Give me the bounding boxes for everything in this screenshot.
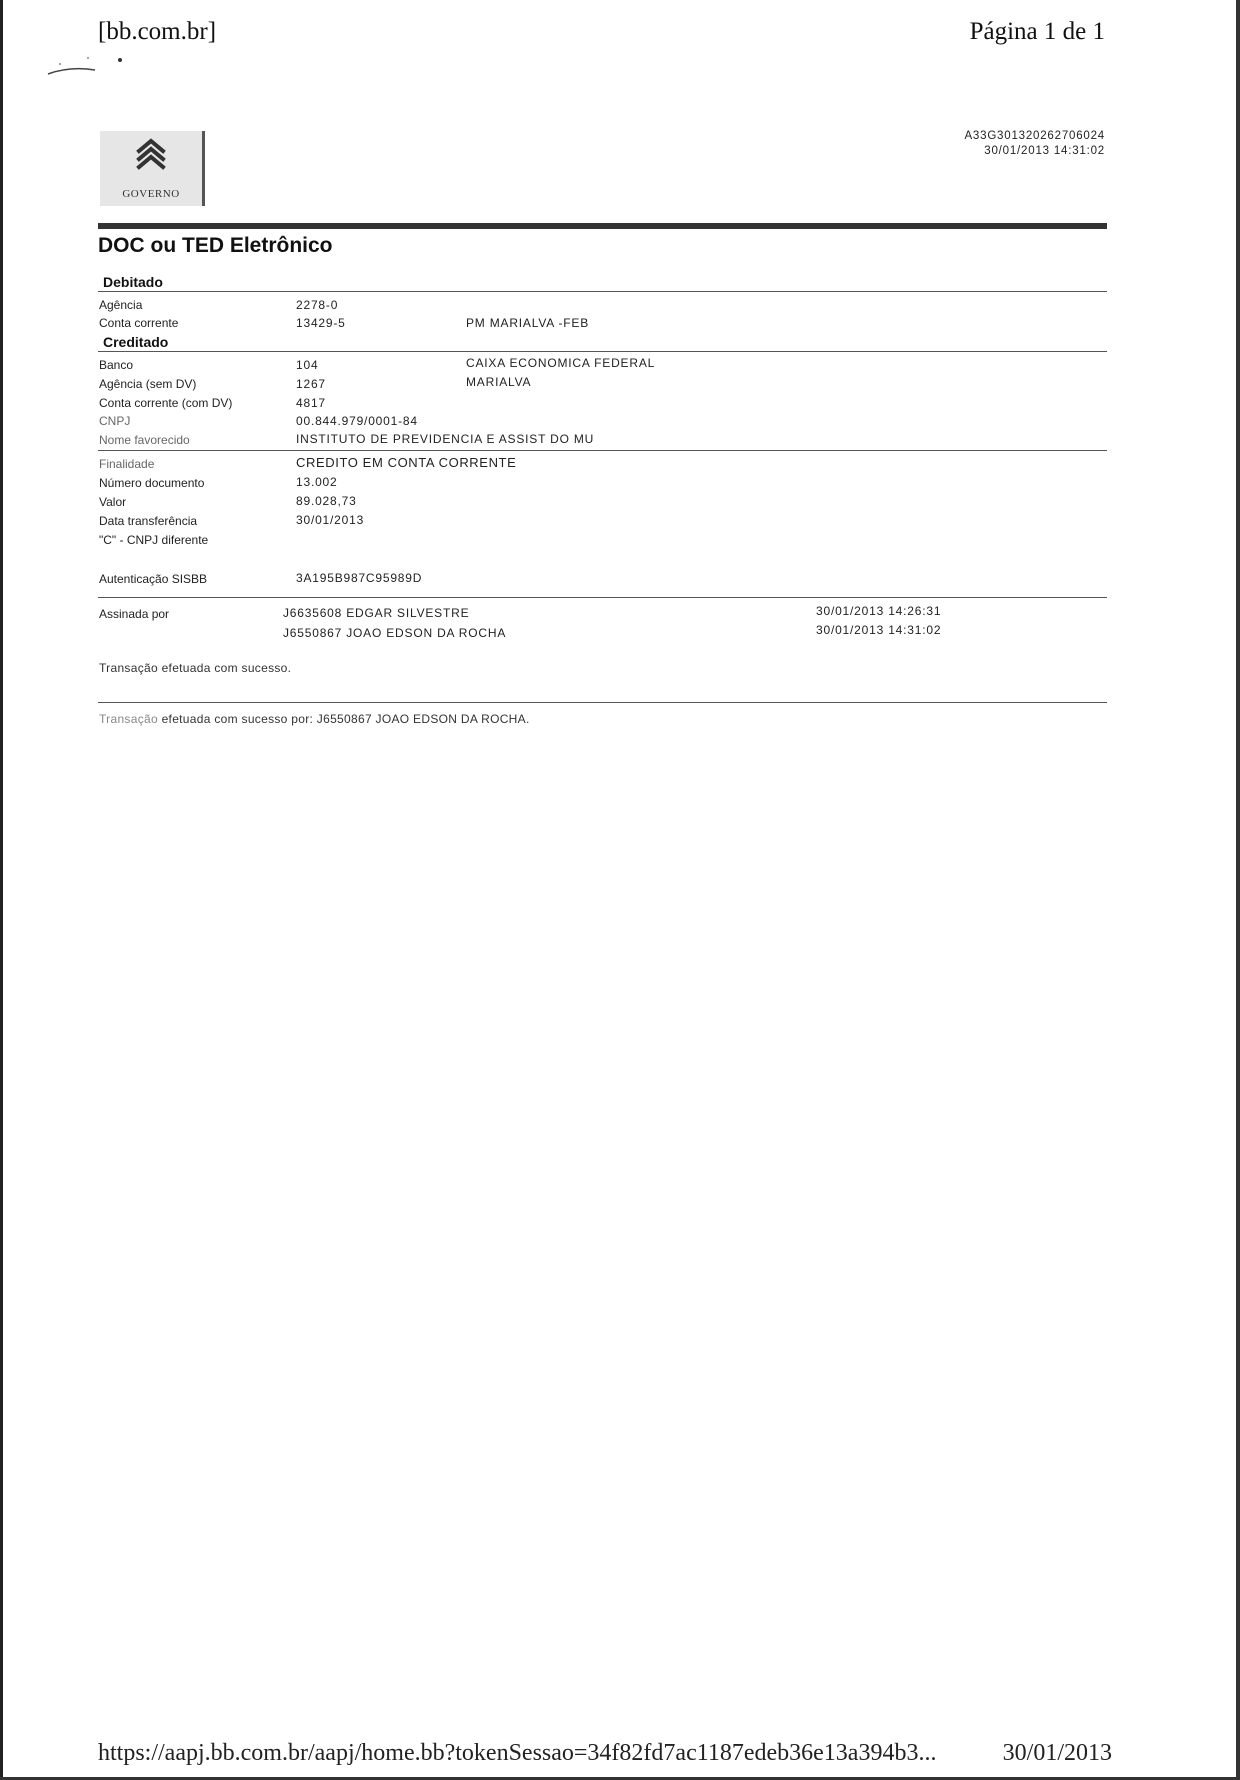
final-message-text: efetuada com sucesso por: J6550867 JOAO EDSON DA ROCHA. bbox=[157, 712, 530, 726]
print-footer-date: 30/01/2013 bbox=[1002, 1740, 1112, 1766]
page-edge-left bbox=[0, 0, 3, 1780]
field-extra: CAIXA ECONOMICA FEDERAL bbox=[466, 356, 656, 370]
field-label: Data transferência bbox=[99, 514, 198, 528]
field-label: Banco bbox=[99, 358, 134, 372]
auth-label: Autenticação SISBB bbox=[99, 572, 208, 586]
field-extra: MARIALVA bbox=[466, 375, 532, 389]
section-debitado-heading: Debitado bbox=[103, 274, 163, 290]
logo-caption: GOVERNO bbox=[122, 188, 180, 200]
transaction-code: A33G301320262706024 bbox=[964, 130, 1105, 142]
bb-logo-icon bbox=[133, 137, 169, 173]
divider bbox=[98, 702, 1107, 703]
scan-smudge bbox=[40, 46, 130, 86]
field-value: 104 bbox=[296, 358, 319, 372]
field-label: Nome favorecido bbox=[99, 433, 190, 447]
page-edge-right bbox=[1236, 0, 1240, 1780]
bank-logo bbox=[100, 131, 205, 206]
field-label: "C" - CNPJ diferente bbox=[99, 533, 209, 547]
divider bbox=[98, 291, 1107, 292]
print-header-page: Página 1 de 1 bbox=[969, 18, 1105, 45]
section-creditado-heading: Creditado bbox=[103, 334, 169, 350]
signer-datetime: 30/01/2013 14:26:31 bbox=[816, 604, 942, 618]
field-value: 13429-5 bbox=[296, 316, 346, 330]
signer-name: J6550867 JOAO EDSON DA ROCHA bbox=[283, 626, 507, 640]
field-value: 13.002 bbox=[296, 475, 338, 489]
document-meta bbox=[964, 129, 1105, 159]
field-label: Número documento bbox=[99, 476, 205, 490]
divider bbox=[98, 351, 1107, 352]
field-label: Agência (sem DV) bbox=[99, 377, 197, 391]
field-label: Agência bbox=[99, 298, 143, 312]
field-value: 00.844.979/0001-84 bbox=[296, 414, 418, 428]
transaction-datetime: 30/01/2013 14:31:02 bbox=[984, 145, 1105, 157]
divider bbox=[98, 597, 1107, 598]
final-message-prefix: Transação bbox=[99, 712, 158, 726]
field-extra: PM MARIALVA -FEB bbox=[466, 316, 590, 330]
field-value: CREDITO EM CONTA CORRENTE bbox=[296, 455, 517, 470]
signer-name: J6635608 EDGAR SILVESTRE bbox=[283, 606, 470, 620]
field-value: 89.028,73 bbox=[296, 494, 357, 508]
field-label: CNPJ bbox=[99, 414, 131, 428]
field-label: Valor bbox=[99, 495, 127, 509]
auth-value: 3A195B987C95989D bbox=[296, 571, 423, 585]
field-label: Conta corrente (com DV) bbox=[99, 396, 233, 410]
divider bbox=[98, 450, 1107, 451]
field-value: INSTITUTO DE PREVIDENCIA E ASSIST DO MU bbox=[296, 432, 595, 446]
field-value: 2278-0 bbox=[296, 298, 339, 312]
status-message: Transação efetuada com sucesso. bbox=[99, 661, 292, 675]
title-bar bbox=[98, 223, 1107, 229]
page-title: DOC ou TED Eletrônico bbox=[98, 234, 333, 257]
signed-by-label: Assinada por bbox=[99, 607, 170, 621]
print-header-site: [bb.com.br] bbox=[98, 18, 217, 45]
field-value: 4817 bbox=[296, 396, 326, 410]
field-label: Finalidade bbox=[99, 457, 155, 471]
field-value: 30/01/2013 bbox=[296, 513, 365, 527]
field-label: Conta corrente bbox=[99, 316, 179, 330]
field-value: 1267 bbox=[296, 377, 326, 391]
final-message bbox=[99, 712, 530, 726]
signer-datetime: 30/01/2013 14:31:02 bbox=[816, 623, 942, 637]
print-footer-url: https://aapj.bb.com.br/aapj/home.bb?tokenSessao=34f82fd7ac1187edeb36e13a394b3... bbox=[98, 1740, 937, 1766]
